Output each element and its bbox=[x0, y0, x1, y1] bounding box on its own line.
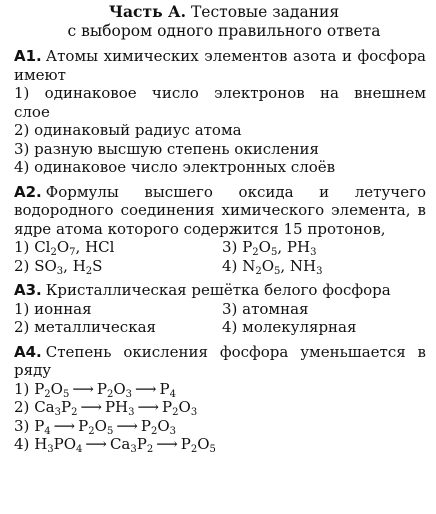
formula-subscript: 5 bbox=[209, 444, 216, 455]
question-number: А3. bbox=[14, 281, 42, 299]
formula-part: NH bbox=[289, 256, 317, 275]
question-number: А4. bbox=[14, 342, 42, 361]
answer-option bbox=[222, 238, 426, 257]
formula-part: P bbox=[159, 379, 170, 398]
answer-option bbox=[14, 417, 426, 436]
reaction-arrow-icon: ⟶ bbox=[116, 416, 138, 435]
formula-separator: , bbox=[280, 256, 290, 275]
formula-subscript: 2 bbox=[85, 265, 93, 277]
formula-subscript: 2 bbox=[146, 444, 154, 455]
formula-subscript: 5 bbox=[270, 247, 278, 258]
formula-separator: , bbox=[63, 256, 73, 275]
formula-part: Ca bbox=[34, 398, 55, 416]
formula-part: PH bbox=[286, 238, 311, 256]
question-stem: Формулы высшего оксида и летучего водородного соединения химического элемента, в ядре атома которого содержится 15 протонов, bbox=[14, 182, 426, 238]
question-stem: Степень окисления фосфора уменьшается в ряду bbox=[14, 342, 426, 379]
formula-subscript: 3 bbox=[169, 425, 176, 437]
option-number: 2) bbox=[14, 398, 30, 416]
reaction-arrow-icon: ⟶ bbox=[72, 379, 94, 398]
formula-subscript: 2 bbox=[150, 425, 158, 437]
formula-part: P bbox=[140, 416, 151, 435]
formula-subscript: 2 bbox=[44, 388, 51, 400]
question-a3-text bbox=[14, 281, 426, 300]
formula-separator: , bbox=[277, 238, 287, 256]
option-number: 3) bbox=[14, 416, 30, 435]
reaction-arrow-icon: ⟶ bbox=[137, 398, 160, 416]
answer-option bbox=[14, 238, 222, 257]
question-a1-text bbox=[14, 47, 426, 84]
formula-part: P bbox=[180, 435, 191, 453]
formula-part: O bbox=[50, 379, 63, 398]
answer-option bbox=[14, 398, 426, 417]
formula-part: N bbox=[242, 256, 256, 275]
formula-subscript: 2 bbox=[255, 265, 262, 277]
answer-option bbox=[14, 435, 426, 454]
formula-part: O bbox=[261, 256, 274, 275]
formula-part: O bbox=[56, 238, 70, 256]
answer-grid bbox=[14, 238, 426, 275]
reaction-arrow-icon: ⟶ bbox=[85, 435, 107, 453]
formula-subscript: 3 bbox=[316, 265, 323, 277]
answer-option: 1) одинаковое число электронов на внешнем bbox=[14, 84, 426, 102]
answer-option: 3) разную высшую степень окисления bbox=[14, 139, 319, 158]
formula-part: Cl bbox=[34, 238, 51, 256]
formula-subscript: 4 bbox=[44, 425, 51, 437]
answer-option bbox=[14, 380, 426, 399]
formula-subscript: 3 bbox=[310, 247, 317, 258]
question-number: А2. bbox=[14, 182, 42, 201]
formula-part: PO bbox=[53, 435, 77, 453]
formula-part: Ca bbox=[109, 435, 131, 453]
formula-subscript: 2 bbox=[252, 247, 259, 258]
formula-part: O bbox=[197, 435, 210, 453]
question-a2-text bbox=[14, 183, 426, 239]
question-a4-text bbox=[14, 343, 426, 380]
option-number: 3) bbox=[222, 238, 238, 256]
formula-part: P bbox=[78, 416, 89, 435]
question-a3 bbox=[14, 281, 426, 337]
reaction-arrow-icon: ⟶ bbox=[156, 435, 178, 453]
question-a1 bbox=[14, 47, 426, 177]
part-label: Часть А. bbox=[108, 2, 187, 21]
question-stem: Атомы химических элементов азота и фосфора имеют bbox=[14, 47, 426, 84]
answer-option: 4) одинаковое число электронных слоёв bbox=[14, 158, 336, 176]
formula-part: P bbox=[34, 416, 45, 435]
formula-part: P bbox=[162, 398, 173, 416]
formula-subscript: 3 bbox=[125, 388, 133, 400]
answer-list bbox=[14, 380, 426, 454]
formula-part: O bbox=[178, 398, 191, 416]
answer-option bbox=[222, 257, 426, 276]
formula-subscript: 2 bbox=[106, 388, 114, 400]
formula-part: S bbox=[92, 256, 103, 275]
title-line-1 bbox=[22, 2, 426, 22]
formula-subscript: 3 bbox=[56, 265, 64, 277]
formula-subscript: 2 bbox=[71, 407, 78, 418]
answer-option: 1) ионная bbox=[14, 299, 92, 318]
answer-option: 4) молекулярная bbox=[222, 318, 357, 336]
formula-subscript: 3 bbox=[190, 407, 198, 418]
option-number: 1) bbox=[14, 379, 30, 398]
option-number: 1) bbox=[14, 238, 30, 256]
formula-subscript: 5 bbox=[62, 388, 70, 400]
formula-part: O bbox=[113, 379, 126, 398]
formula-subscript: 4 bbox=[169, 388, 176, 400]
title-rest: Тестовые задания bbox=[190, 3, 340, 21]
formula-subscript: 3 bbox=[128, 407, 135, 418]
formula-subscript: 5 bbox=[274, 265, 281, 277]
answer-option: 2) одинаковый радиус атома bbox=[14, 121, 242, 139]
question-a4 bbox=[14, 343, 426, 454]
formula-separator: , bbox=[75, 238, 86, 256]
question-stem: Кристаллическая решётка белого фосфора bbox=[45, 281, 391, 299]
option-number: 4) bbox=[14, 435, 30, 453]
formula-subscript: 3 bbox=[130, 444, 137, 455]
formula-subscript: 5 bbox=[106, 425, 114, 437]
question-number: А1. bbox=[14, 47, 42, 65]
formula-subscript: 3 bbox=[54, 407, 61, 418]
formula-part: SO bbox=[34, 256, 57, 275]
formula-subscript: 3 bbox=[47, 444, 54, 455]
formula-subscript: 2 bbox=[190, 444, 198, 455]
answer-grid bbox=[14, 300, 426, 337]
formula-part: PH bbox=[104, 398, 129, 416]
formula-part: HCl bbox=[85, 238, 115, 256]
formula-subscript: 7 bbox=[69, 247, 76, 258]
formula-part: P bbox=[60, 398, 72, 416]
formula-subscript: 2 bbox=[88, 425, 95, 437]
formula-part: H bbox=[72, 256, 86, 275]
formula-part: P bbox=[34, 379, 45, 398]
answer-option: 3) атомная bbox=[222, 299, 309, 318]
option-number: 2) bbox=[14, 256, 30, 275]
answer-option: 2) металлическая bbox=[14, 318, 156, 336]
answer-option-continuation: слое bbox=[14, 102, 50, 121]
reaction-arrow-icon: ⟶ bbox=[135, 379, 157, 398]
formula-part: H bbox=[34, 435, 48, 453]
formula-subscript: 2 bbox=[172, 407, 179, 418]
formula-part: O bbox=[157, 416, 170, 435]
formula-part: O bbox=[258, 238, 271, 256]
formula-part: P bbox=[96, 379, 107, 398]
formula-part: P bbox=[242, 238, 253, 256]
section-title bbox=[22, 0, 426, 41]
question-a2 bbox=[14, 183, 426, 276]
title-line-2: с выбором одного правильного ответа bbox=[67, 22, 381, 40]
formula-part: P bbox=[136, 435, 147, 453]
reaction-arrow-icon: ⟶ bbox=[80, 398, 102, 416]
formula-subscript: 2 bbox=[50, 247, 57, 258]
formula-subscript: 4 bbox=[76, 444, 83, 455]
reaction-arrow-icon: ⟶ bbox=[53, 416, 76, 435]
option-number: 4) bbox=[222, 256, 238, 275]
formula-part: O bbox=[94, 416, 107, 435]
answer-option bbox=[14, 257, 222, 276]
